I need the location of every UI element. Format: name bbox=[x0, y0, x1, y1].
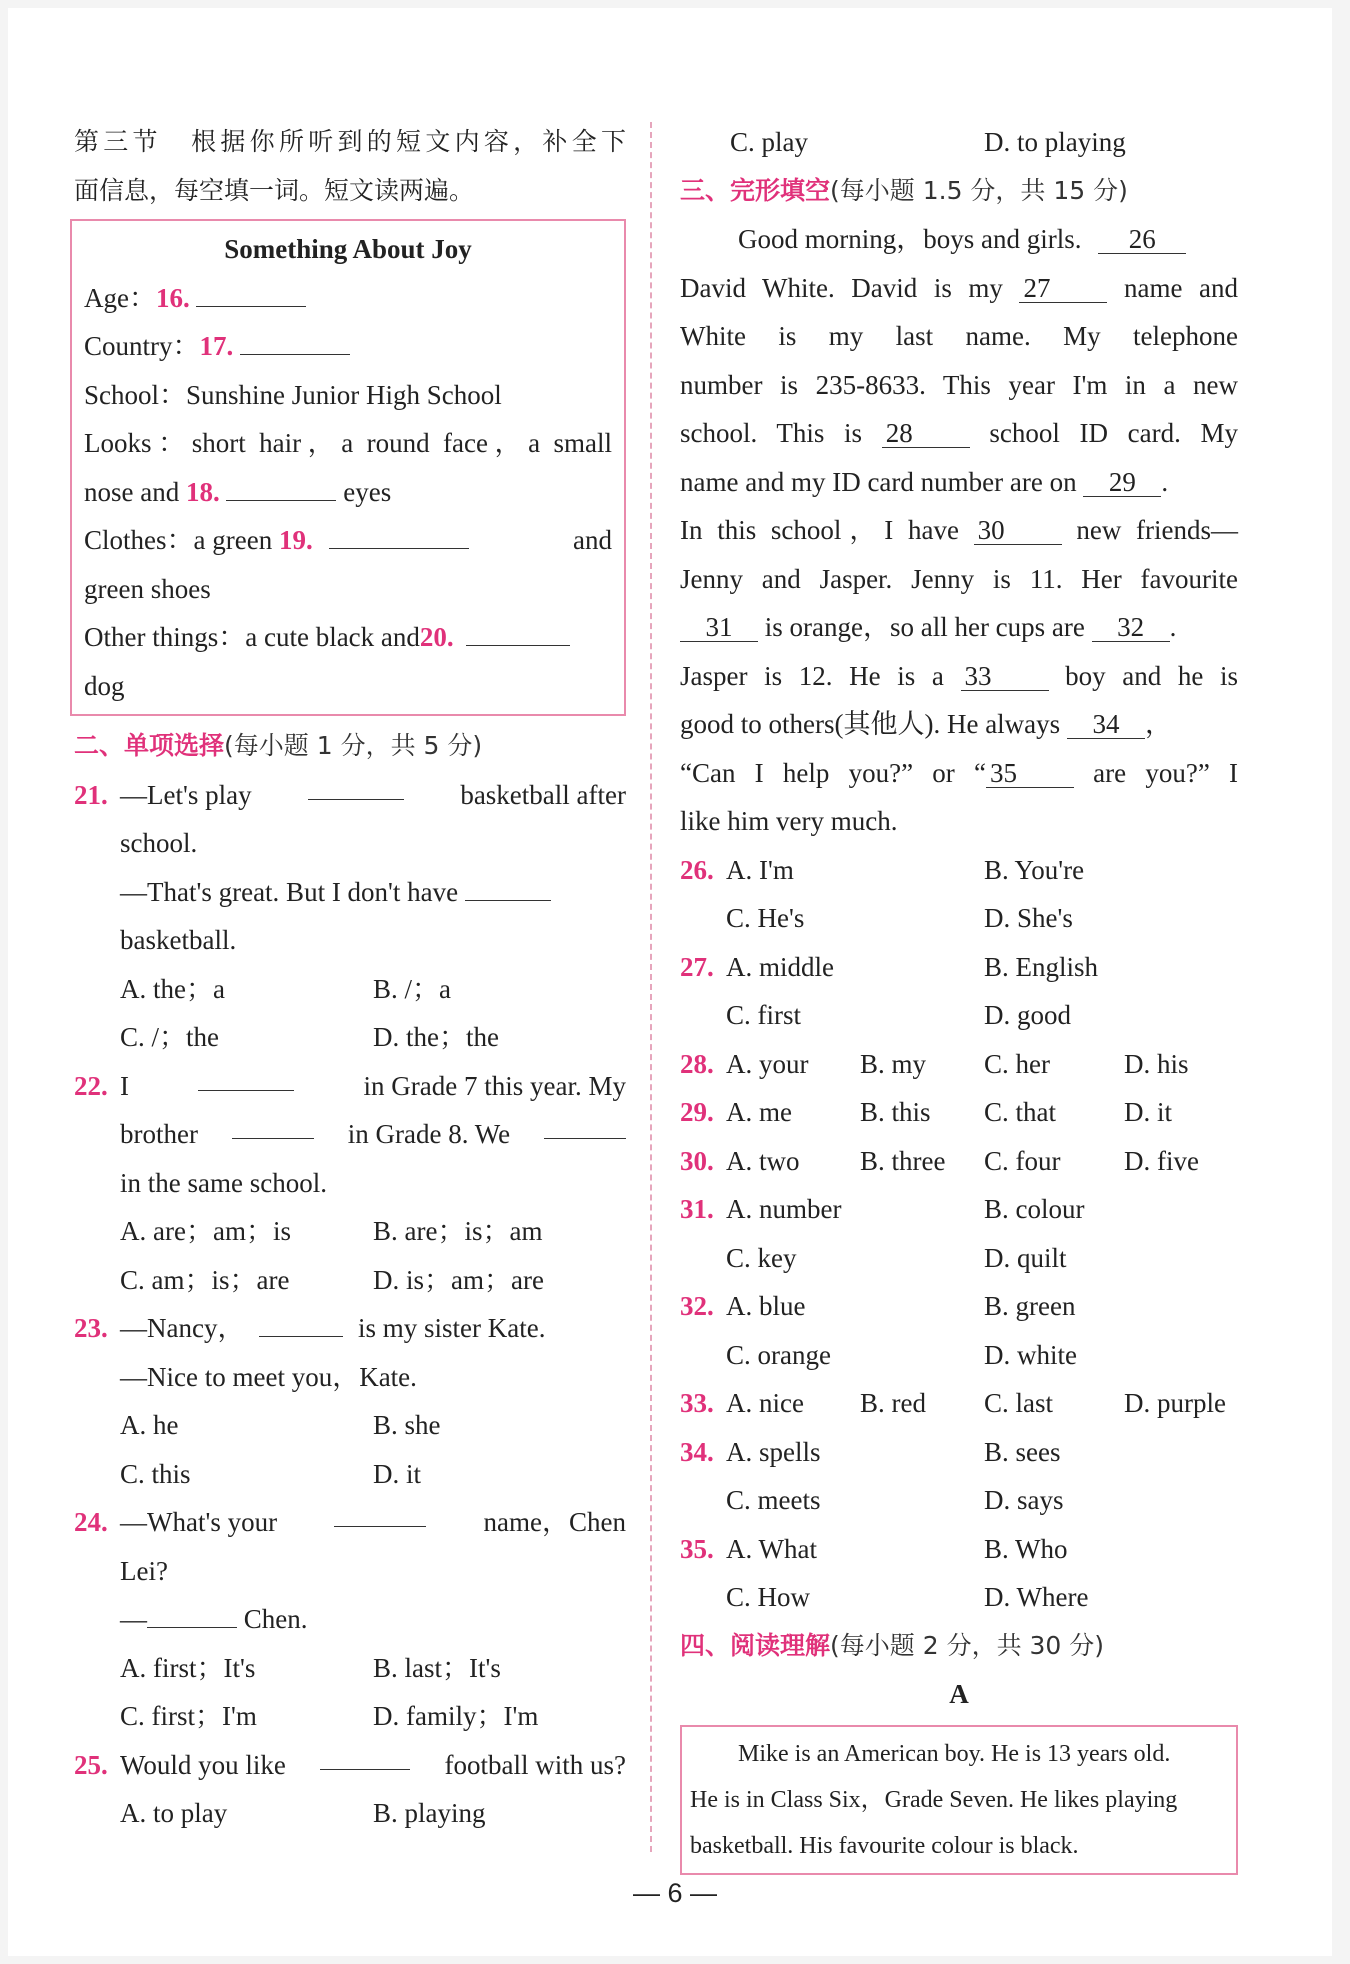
cloze-blank-35[interactable]: 35 bbox=[986, 759, 1074, 788]
cloze-blank-33[interactable]: 33 bbox=[961, 662, 1049, 691]
part3-instruction-line1: 第三节 根据你所听到的短文内容，补全下 bbox=[74, 127, 626, 156]
q22-option-b[interactable]: B. are；is；am bbox=[373, 1216, 543, 1246]
q26-option-d[interactable]: D. She's bbox=[984, 903, 1073, 933]
q21-options bbox=[120, 965, 626, 1014]
q21-option-b[interactable]: B. /；a bbox=[373, 973, 451, 1004]
country-row: Country：17. bbox=[84, 322, 612, 371]
q30-option-b[interactable]: B. three bbox=[860, 1145, 946, 1176]
section2-heading: 二、单项选择(每小题 1 分，共 5 分) bbox=[74, 731, 483, 760]
q21-option-c[interactable]: C. /；the bbox=[120, 1022, 219, 1052]
item-19-number: 19. bbox=[278, 525, 313, 555]
q21-option-d[interactable]: D. the；the bbox=[373, 1022, 499, 1052]
q32-option-b[interactable]: B. green bbox=[984, 1291, 1076, 1321]
q33-option-d[interactable]: D. purple bbox=[1124, 1388, 1226, 1418]
answer-18-blank[interactable] bbox=[226, 472, 336, 501]
question-29: 29. A. me B. this C. that D. it bbox=[680, 1088, 1238, 1137]
q23-option-b[interactable]: B. she bbox=[373, 1410, 441, 1440]
q24-blank-2[interactable] bbox=[147, 1599, 237, 1628]
q24-option-a[interactable]: A. first；It's bbox=[120, 1652, 256, 1683]
q24-option-c[interactable]: C. first；I'm bbox=[120, 1701, 257, 1731]
q32-option-d[interactable]: D. white bbox=[984, 1339, 1077, 1370]
answer-19-blank[interactable] bbox=[329, 520, 469, 549]
question-35: 35. A. What B. Who bbox=[680, 1525, 1238, 1574]
q31-option-a[interactable]: A. number bbox=[726, 1194, 842, 1224]
reading-part-label: A bbox=[949, 1679, 969, 1709]
item-17-number: 17. bbox=[199, 331, 234, 361]
answer-17-blank[interactable] bbox=[240, 326, 350, 355]
q24-blank-1[interactable] bbox=[334, 1498, 426, 1527]
school-row: School：Sunshine Junior High School bbox=[84, 379, 502, 410]
other-row: Other things：a cute black and20. bbox=[84, 613, 612, 662]
q23-option-d[interactable]: D. it bbox=[373, 1458, 422, 1489]
other-row-2: dog bbox=[84, 670, 125, 701]
q34-option-d[interactable]: D. says bbox=[984, 1485, 1064, 1515]
q21-option-a[interactable]: A. the；a bbox=[120, 973, 225, 1004]
q33-option-b[interactable]: B. red bbox=[860, 1388, 926, 1418]
q29-option-c[interactable]: C. that bbox=[984, 1097, 1056, 1127]
section4-heading: 四、阅读理解(每小题 2 分，共 30 分) bbox=[680, 1630, 1105, 1660]
q22-option-c[interactable]: C. am；is；are bbox=[120, 1264, 290, 1295]
q27-option-b[interactable]: B. English bbox=[984, 951, 1099, 982]
cloze-blank-27[interactable]: 27 bbox=[1019, 274, 1107, 303]
q21-blank-1[interactable] bbox=[308, 771, 404, 800]
q22-blank-1[interactable] bbox=[198, 1062, 294, 1091]
q26-option-a[interactable]: A. I'm bbox=[726, 854, 794, 885]
cloze-blank-32[interactable]: 32 bbox=[1092, 613, 1170, 642]
q25-option-c[interactable]: C. play bbox=[730, 127, 808, 157]
q31-option-d[interactable]: D. quilt bbox=[984, 1242, 1067, 1273]
q24-option-d[interactable]: D. family；I'm bbox=[373, 1701, 539, 1731]
cloze-blank-34[interactable]: 34 bbox=[1067, 710, 1145, 739]
q23-option-c[interactable]: C. this bbox=[120, 1458, 191, 1489]
right-column bbox=[680, 118, 1238, 1875]
q25-blank[interactable] bbox=[320, 1741, 410, 1770]
reading-line-3: basketball. His favourite colour is black. bbox=[690, 1832, 1079, 1859]
q28-option-b[interactable]: B. my bbox=[860, 1048, 927, 1079]
cloze-blank-30[interactable]: 30 bbox=[974, 516, 1062, 545]
question-31: 31. A. number B. colour bbox=[680, 1185, 1238, 1234]
question-27: 27. A. middle B. English bbox=[680, 943, 1238, 992]
q27-option-d[interactable]: D. good bbox=[984, 1000, 1071, 1030]
q29-option-b[interactable]: B. this bbox=[860, 1097, 931, 1127]
q22-blank-3[interactable] bbox=[544, 1110, 626, 1139]
q22-blank-2[interactable] bbox=[232, 1110, 314, 1139]
q25-options-continued bbox=[680, 118, 1238, 167]
looks-row-2: nose and 18. eyes bbox=[84, 468, 612, 517]
q26-option-c[interactable]: C. He's bbox=[726, 903, 805, 933]
question-26: 26. A. I'm B. You're bbox=[680, 846, 1238, 895]
question-23: 23. —Nancy， is my sister Kate. —Nice to meet you，Kate. bbox=[74, 1304, 626, 1401]
q27-option-a[interactable]: A. middle bbox=[726, 951, 834, 982]
answer-16-blank[interactable] bbox=[196, 278, 306, 307]
joy-box-title: Something About Joy bbox=[224, 234, 472, 264]
q25-option-d[interactable]: D. to playing bbox=[984, 127, 1126, 157]
q35-option-a[interactable]: A. What bbox=[726, 1533, 817, 1564]
q24-option-b[interactable]: B. last；It's bbox=[373, 1652, 501, 1683]
reading-line-1: Mike is an American boy. He is 13 years old. bbox=[738, 1740, 1171, 1767]
part3-instruction-line2: 面信息，每空填一词。短文读两遍。 bbox=[74, 175, 475, 205]
q31-option-c[interactable]: C. key bbox=[726, 1242, 797, 1273]
q32-option-c[interactable]: C. orange bbox=[726, 1339, 831, 1370]
q30-option-c[interactable]: C. four bbox=[984, 1145, 1061, 1176]
section3-heading: 三、完形填空(每小题 1.5 分，共 15 分) bbox=[680, 175, 1128, 205]
q23-option-a[interactable]: A. he bbox=[120, 1410, 179, 1440]
q22-option-d[interactable]: D. is；am；are bbox=[373, 1264, 544, 1295]
cloze-blank-26[interactable]: 26 bbox=[1098, 225, 1186, 254]
q27-option-c[interactable]: C. first bbox=[726, 1000, 802, 1030]
question-21: 21. —Let's play basketball after school. —That's great. But I don't have basketball. bbox=[74, 771, 626, 965]
page-number: — 6 — bbox=[632, 1878, 718, 1908]
q35-option-b[interactable]: B. Who bbox=[984, 1533, 1068, 1564]
q35-option-d[interactable]: D. Where bbox=[984, 1582, 1089, 1612]
question-34: 34. A. spells B. sees bbox=[680, 1428, 1238, 1477]
cloze-blank-31[interactable]: 31 bbox=[680, 613, 758, 642]
q33-option-a[interactable]: A. nice bbox=[726, 1388, 804, 1418]
question-33: 33. A. nice B. red C. last D. purple bbox=[680, 1379, 1238, 1428]
left-column bbox=[74, 118, 626, 1838]
q25-option-b[interactable]: B. playing bbox=[373, 1798, 486, 1828]
question-24: 24. —What's your name，Chen Lei? — Chen. bbox=[74, 1498, 626, 1644]
q28-option-a[interactable]: A. your bbox=[726, 1048, 809, 1079]
reading-a-box bbox=[680, 1725, 1238, 1875]
q29-option-d[interactable]: D. it bbox=[1124, 1097, 1173, 1127]
clothes-row-2: green shoes bbox=[84, 573, 211, 604]
joy-info-box bbox=[70, 219, 626, 716]
q34-option-b[interactable]: B. sees bbox=[984, 1436, 1061, 1467]
question-25: 25. Would you like football with us? bbox=[74, 1741, 626, 1790]
q23-blank[interactable] bbox=[259, 1308, 343, 1337]
question-22: 22. I in Grade 7 this year. My brother in Grade 8. We in the same school. bbox=[74, 1062, 626, 1208]
item-20-number: 20. bbox=[419, 622, 454, 652]
cloze-passage: Good morning，boys and girls. 26 David White. David is my 27 name and White is my last name. My telephone number is 235-8633. This year I'm in a new school. This is 28 school ID card. My name and my ID card number are on 29 . In this school，I have 30 new friends— Jenny and Jasper. Jenny is 11. Her favourite 31 is orange，so all her cups are 32 . Jasper is 12. He is a 33 boy and he is good to others(其他人). He always 34 ， “Can I help you?” or “ 35 are you?” I like him very much. bbox=[680, 224, 1239, 836]
q30-option-d[interactable]: D. five bbox=[1124, 1145, 1199, 1176]
q25-option-a[interactable]: A. to play bbox=[120, 1798, 228, 1828]
q22-option-a[interactable]: A. are；am；is bbox=[120, 1216, 291, 1246]
question-30: 30. A. two B. three C. four D. five bbox=[680, 1137, 1238, 1186]
q29-option-a[interactable]: A. me bbox=[726, 1097, 792, 1127]
column-divider bbox=[650, 122, 652, 1852]
q34-option-a[interactable]: A. spells bbox=[726, 1436, 821, 1467]
item-18-number: 18. bbox=[185, 476, 220, 507]
q21-blank-2[interactable] bbox=[465, 872, 551, 901]
q34-option-c[interactable]: C. meets bbox=[726, 1485, 821, 1515]
item-16-number: 16. bbox=[155, 282, 190, 313]
q26-option-b[interactable]: B. You're bbox=[984, 854, 1085, 885]
age-row: Age：16. bbox=[84, 274, 612, 323]
answer-20-blank[interactable] bbox=[466, 617, 570, 646]
q35-option-c[interactable]: C. How bbox=[726, 1582, 811, 1612]
question-28: 28. A. your B. my C. her D. his bbox=[680, 1040, 1238, 1089]
looks-row: Looks：short hair，a round face，a small bbox=[84, 428, 612, 458]
q31-option-b[interactable]: B. colour bbox=[984, 1194, 1085, 1224]
cloze-blank-28[interactable]: 28 bbox=[882, 419, 970, 448]
q28-option-d[interactable]: D. his bbox=[1124, 1048, 1189, 1079]
q33-option-c[interactable]: C. last bbox=[984, 1388, 1054, 1418]
reading-line-2: He is in Class Six，Grade Seven. He likes playing bbox=[690, 1786, 1178, 1813]
q28-option-c[interactable]: C. her bbox=[984, 1048, 1050, 1079]
cloze-blank-29[interactable]: 29 bbox=[1083, 468, 1161, 497]
question-32: 32. A. blue B. green bbox=[680, 1282, 1238, 1331]
q30-option-a[interactable]: A. two bbox=[726, 1145, 800, 1176]
clothes-row: Clothes：a green 19. and bbox=[84, 516, 612, 565]
q32-option-a[interactable]: A. blue bbox=[726, 1291, 806, 1321]
